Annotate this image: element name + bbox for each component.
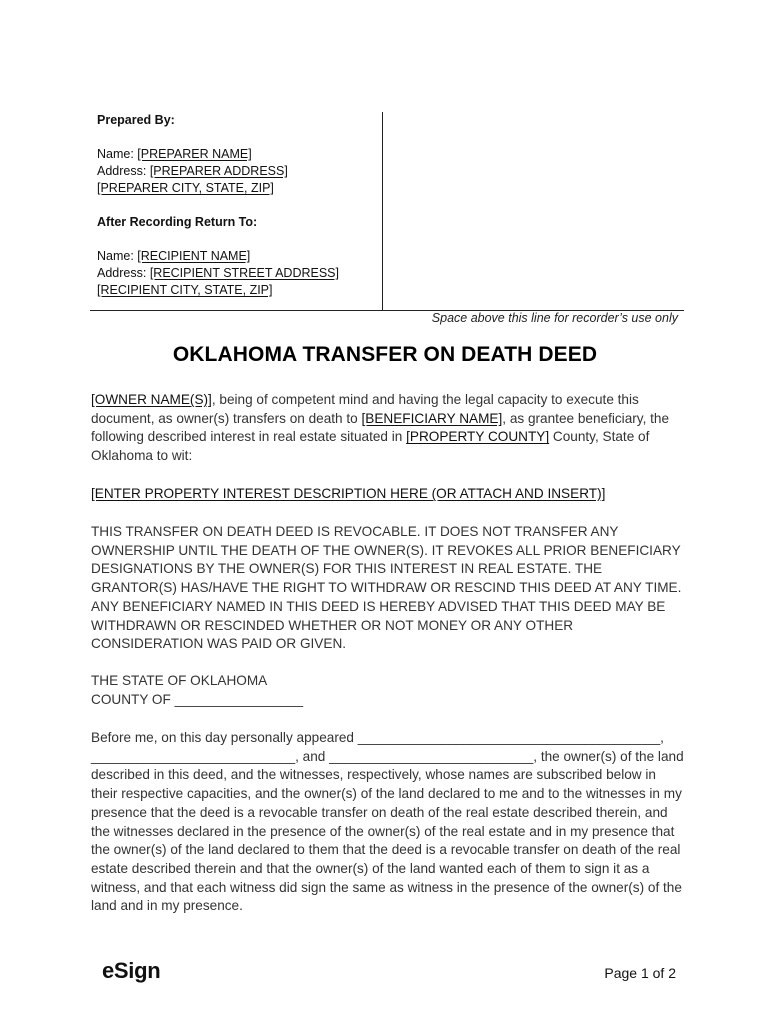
recipient-address-line	[97, 265, 382, 282]
revocable-notice-paragraph: THIS TRANSFER ON DEATH DEED IS REVOCABLE. IT DOES NOT TRANSFER ANY OWNERSHIP UNTIL THE DEATH OF THE OWNER(S). IT REVOKES ALL PRIOR BENEFICIARY DESIGNATIONS BY THE OWNER(S) FOR THIS INTEREST IN REAL ESTATE. THE GRANTOR(S) HAS/HAVE THE RIGHT TO WITHDRAW OR RESCIND THIS DEED AT ANY TIME. ANY BENEFICIARY NAMED IN THIS DEED IS HEREBY ADVISED THAT THIS DEED MAY BE WITHDRAWN OR RESCINDED WHETHER OR NOT MONEY OR ANY OTHER CONSIDERATION WAS PAID OR GIVEN.	[91, 524, 682, 652]
preparer-column	[97, 112, 383, 310]
recipient-name-line	[97, 248, 382, 265]
property-county-field: [PROPERTY COUNTY]	[406, 429, 550, 445]
recipient-city-field: [RECIPIENT CITY, STATE, ZIP]	[97, 283, 273, 297]
intro-text-3: County, State of Oklahoma to wit:	[91, 429, 650, 464]
recipient-name-field: [RECIPIENT NAME]	[137, 249, 251, 263]
owner-name-field: [OWNER NAME(S)]	[91, 392, 212, 407]
preparer-name-label: Name:	[97, 147, 138, 161]
preparer-city-line	[97, 180, 382, 197]
preparer-name-line	[97, 146, 382, 163]
preparer-city-field: [PREPARER CITY, STATE, ZIP]	[97, 181, 274, 195]
preparer-address-line	[97, 163, 382, 180]
venue-block	[91, 672, 686, 709]
witness-acknowledgment-paragraph: Before me, on this day personally appeared ________________________________________, ___________________________, and ___________________________, the owner(s) of the land described in this deed, and the witnesses, respectively, whose names are subscribed below in their respective capacities, and the owner(s) of the land declared to me and to the witnesses in my presence that the deed is a revocable transfer on death of the real estate described therein, and the witnesses declared in the presence of the owner(s) of the real estate and in my presence that the owner(s) of the land declared to them that the deed is a revocable transfer on death of the real estate described therein and that the owner(s) of the land wanted each of them to sign it as a witness, and that each witness did sign the same as witness in the presence of the owner(s) of the land and in my presence.	[91, 730, 684, 914]
preparer-address-label: Address:	[97, 164, 150, 178]
intro-paragraph	[91, 391, 686, 466]
recipient-address-field: [RECIPIENT STREET ADDRESS]	[149, 266, 339, 280]
property-description-paragraph	[91, 485, 686, 504]
county-line: COUNTY OF _________________	[91, 691, 304, 707]
document-title: OKLAHOMA TRANSFER ON DEATH DEED	[172, 343, 598, 366]
intro-text-2: , as grantee beneficiary, the following described interest in real estate situated in	[91, 410, 670, 445]
recipient-name-label: Name:	[97, 249, 138, 263]
beneficiary-name-field: [BENEFICIARY NAME]	[361, 410, 503, 426]
recorder-use-note: Space above this line for recorder’s use only	[431, 311, 678, 325]
intro-text-1: , being of competent mind and having the legal capacity to execute this document, as owner(s) transfers on death to	[91, 392, 639, 426]
page-number: Page 1 of 2	[604, 965, 676, 981]
recipient-city-line	[97, 282, 382, 299]
recording-header-box	[90, 112, 684, 311]
state-line: THE STATE OF OKLAHOMA	[91, 673, 268, 688]
preparer-name-field: [PREPARER NAME]	[137, 147, 252, 161]
recipient-address-label: Address:	[97, 266, 150, 280]
return-to-heading: After Recording Return To:	[97, 215, 258, 229]
esign-logo: eSign	[102, 958, 161, 983]
prepared-by-heading: Prepared By:	[97, 113, 175, 127]
property-description-field: [ENTER PROPERTY INTEREST DESCRIPTION HERE (OR ATTACH AND INSERT)]	[91, 486, 606, 501]
preparer-address-field: [PREPARER ADDRESS]	[149, 164, 288, 178]
